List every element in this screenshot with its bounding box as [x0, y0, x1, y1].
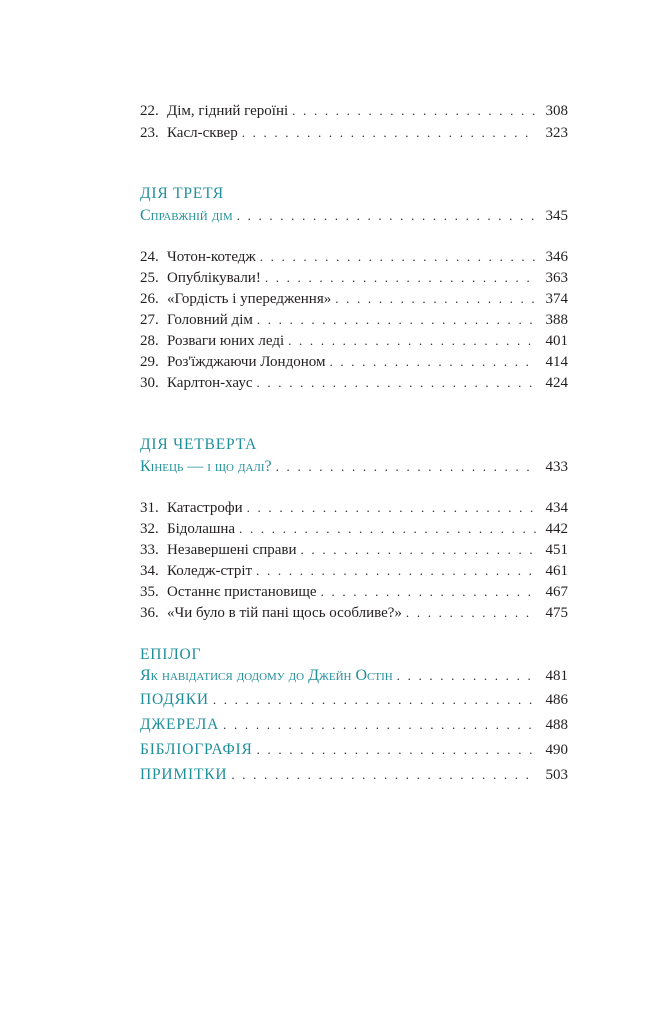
leader-dots [301, 542, 536, 558]
chapter-number: 24. [140, 249, 159, 265]
page-number: 414 [545, 354, 568, 370]
part-heading: ДІЯ ТРЕТЯ [140, 185, 224, 202]
toc-entry[interactable] [140, 312, 568, 329]
back-matter-entry[interactable] [140, 691, 568, 709]
leader-dots [256, 563, 536, 579]
back-matter-title: ПРИМІТКИ [140, 766, 228, 783]
leader-dots [335, 291, 536, 307]
toc-entry[interactable] [140, 333, 568, 350]
page-number: 345 [545, 208, 568, 224]
page-number: 467 [545, 584, 568, 600]
leader-dots [231, 767, 536, 783]
page-number: 490 [545, 742, 568, 758]
part-subtitle: Як навідатися додому до Джейн Остін [140, 667, 393, 684]
chapter-number: 35. [140, 584, 159, 600]
leader-dots [242, 125, 536, 141]
page-number: 308 [545, 103, 568, 119]
chapter-number: 31. [140, 500, 159, 516]
chapter-number: 34. [140, 563, 159, 579]
chapter-title: Розваги юних леді [167, 333, 285, 349]
chapter-number: 30. [140, 375, 159, 391]
page-number: 451 [545, 542, 568, 558]
page-number: 323 [545, 125, 568, 141]
leader-dots [223, 717, 536, 733]
toc-entry[interactable] [140, 500, 568, 517]
page-number: 442 [545, 521, 568, 537]
toc-entry[interactable] [140, 103, 568, 120]
leader-dots [321, 584, 536, 600]
toc-entry[interactable] [140, 125, 568, 142]
leader-dots [329, 354, 536, 370]
page-number: 486 [545, 692, 568, 708]
chapter-number: 32. [140, 521, 159, 537]
leader-dots [239, 521, 536, 537]
part-subtitle: Справжній дім [140, 207, 233, 224]
part-heading: ДІЯ ЧЕТВЕРТА [140, 436, 258, 453]
page-number: 363 [545, 270, 568, 286]
page-number: 401 [545, 333, 568, 349]
chapter-title: Останнє пристановище [167, 584, 317, 600]
leader-dots [213, 692, 536, 708]
toc-entry[interactable] [140, 354, 568, 371]
chapter-number: 33. [140, 542, 159, 558]
chapter-title: Катастрофи [167, 500, 243, 516]
chapter-number: 36. [140, 605, 159, 621]
chapter-title: Бідолашна [167, 521, 236, 537]
leader-dots [406, 605, 536, 621]
page-number: 374 [545, 291, 568, 307]
chapter-title: Незавершені справи [167, 542, 297, 558]
page-number: 481 [545, 668, 568, 684]
page-number: 461 [545, 563, 568, 579]
toc-entry[interactable] [140, 584, 568, 601]
toc-entry[interactable] [140, 605, 568, 622]
back-matter-title: ДЖЕРЕЛА [140, 716, 220, 733]
leader-dots [257, 312, 536, 328]
chapter-number: 23. [140, 125, 159, 141]
toc-entry[interactable] [140, 563, 568, 580]
chapter-number: 25. [140, 270, 159, 286]
back-matter-entry[interactable] [140, 766, 568, 784]
chapter-number: 26. [140, 291, 159, 307]
chapter-number: 22. [140, 103, 159, 119]
chapter-number: 27. [140, 312, 159, 328]
part-heading: ЕПІЛОГ [140, 646, 202, 663]
part-subtitle-entry[interactable] [140, 458, 568, 476]
page-number: 488 [545, 717, 568, 733]
chapter-title: Дім, гідний героїні [167, 103, 289, 119]
back-matter-title: БІБЛІОГРАФІЯ [140, 741, 253, 758]
page-number: 475 [545, 605, 568, 621]
back-matter-title: ПОДЯКИ [140, 691, 209, 708]
toc-entry[interactable] [140, 291, 568, 308]
chapter-title: Чотон-котедж [167, 249, 256, 265]
leader-dots [292, 103, 536, 119]
chapter-title: Карлтон-хаус [167, 375, 253, 391]
chapter-number: 28. [140, 333, 159, 349]
page-number: 434 [545, 500, 568, 516]
page-number: 424 [545, 375, 568, 391]
part-subtitle-entry[interactable] [140, 667, 568, 685]
chapter-title: Коледж-стріт [167, 563, 253, 579]
leader-dots [257, 375, 537, 391]
leader-dots [237, 208, 536, 224]
toc-entry[interactable] [140, 270, 568, 287]
back-matter-entry[interactable] [140, 716, 568, 734]
leader-dots [265, 270, 536, 286]
part-subtitle-entry[interactable] [140, 207, 568, 225]
leader-dots [276, 459, 536, 475]
leader-dots [257, 742, 536, 758]
leader-dots [288, 333, 536, 349]
page-number: 433 [545, 459, 568, 475]
back-matter-entry[interactable] [140, 741, 568, 759]
leader-dots [397, 668, 536, 684]
page-number: 503 [545, 767, 568, 783]
toc-entry[interactable] [140, 375, 568, 392]
page-number: 388 [545, 312, 568, 328]
toc-entry[interactable] [140, 521, 568, 538]
chapter-number: 29. [140, 354, 159, 370]
toc-entry[interactable] [140, 249, 568, 266]
chapter-title: «Гордість і упередження» [167, 291, 332, 307]
part-subtitle: Кінець — і що далі? [140, 458, 272, 475]
chapter-title: Касл-сквер [167, 125, 238, 141]
leader-dots [260, 249, 536, 265]
chapter-title: Головний дім [167, 312, 253, 328]
chapter-title: Опублікували! [167, 270, 261, 286]
page-number: 346 [545, 249, 568, 265]
chapter-title: Роз'їжджаючи Лондоном [167, 354, 326, 370]
chapter-title: «Чи було в тій пані щось особливе?» [167, 605, 402, 621]
toc-entry[interactable] [140, 542, 568, 559]
leader-dots [247, 500, 536, 516]
